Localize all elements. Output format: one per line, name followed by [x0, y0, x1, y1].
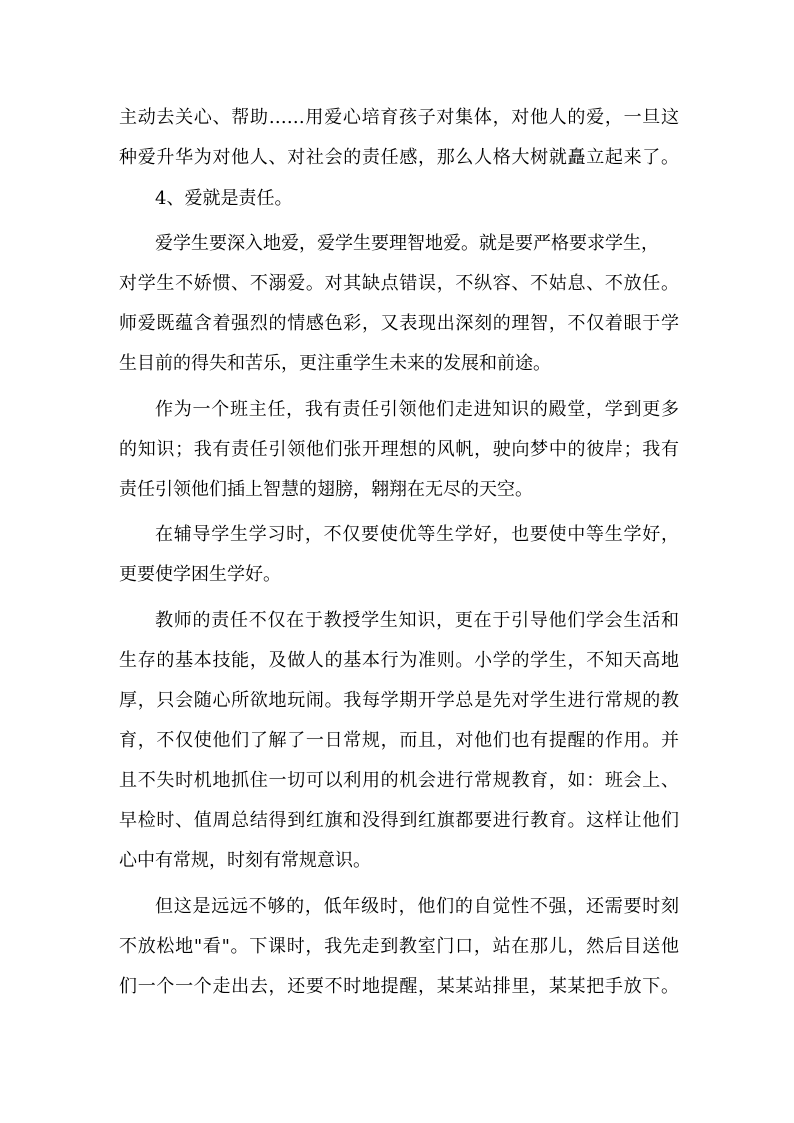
text-line: 主动去关心、帮助……用爱心培育孩子对集体，对他人的爱，一旦这 [119, 107, 679, 128]
text-line: 且不失时机地抓住一切可以利用的机会进行常规教育，如：班会上、 [119, 770, 679, 791]
text-line: 生存的基本技能，及做人的基本行为准则。小学的学生，不知天高地 [119, 650, 679, 671]
section-heading: 4、爱就是责任。 [155, 188, 293, 209]
text-line: 教师的责任不仅在于教授学生知识，更在于引导他们学会生活和 [155, 610, 679, 631]
text-line: 在辅导学生学习时，不仅要使优等生学好，也要使中等生学好， [155, 524, 679, 545]
text-line: 更要使学困生学好。 [119, 564, 281, 585]
text-line: 育，不仅使他们了解了一日常规，而且，对他们也有提醒的作用。并 [119, 730, 679, 751]
text-line: 早检时、值周总结得到红旗和没得到红旗都要进行教育。这样让他们 [119, 810, 679, 831]
text-line: 不放松地"看"。下课时，我先走到教室门口，站在那儿，然后目送他 [119, 936, 679, 957]
text-line: 责任引领他们插上智慧的翅膀，翱翔在无尽的天空。 [119, 479, 533, 500]
text-line: 作为一个班主任，我有责任引领他们走进知识的殿堂，学到更多 [155, 399, 679, 420]
text-line: 厚，只会随心所欲地玩闹。我每学期开学总是先对学生进行常规的教 [119, 690, 679, 711]
text-line: 种爱升华为对他人、对社会的责任感，那么人格大树就矗立起来了。 [119, 147, 679, 168]
text-line: 们一个一个走出去，还要不时地提醒，某某站排里，某某把手放下。 [119, 976, 679, 997]
text-line: 但这是远远不够的，低年级时，他们的自觉性不强，还需要时刻 [155, 896, 679, 917]
text-line: 对学生不娇惯、不溺爱。对其缺点错误，不纵容、不姑息、不放任。 [119, 273, 679, 294]
text-line: 师爱既蕴含着强烈的情感色彩，又表现出深刻的理智，不仅着眼于学 [119, 313, 679, 334]
text-line: 生目前的得失和苦乐，更注重学生未来的发展和前途。 [119, 353, 551, 374]
text-line: 爱学生要深入地爱，爱学生要理智地爱。就是要严格要求学生， [155, 233, 659, 254]
text-line: 的知识；我有责任引领他们张开理想的风帆，驶向梦中的彼岸；我有 [119, 439, 679, 460]
text-line: 心中有常规，时刻有常规意识。 [119, 850, 371, 871]
